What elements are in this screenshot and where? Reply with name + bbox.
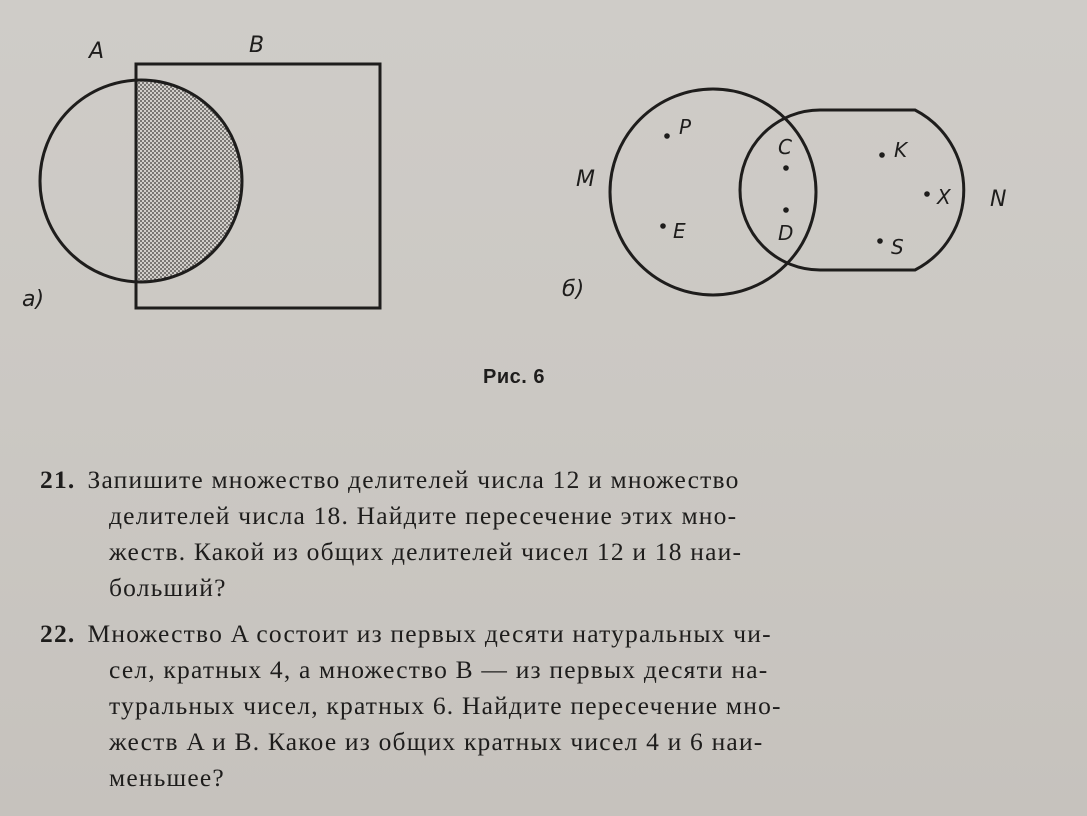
point-k-label: K bbox=[894, 138, 908, 162]
problem-line: Запишите множество делителей числа 12 и множество bbox=[87, 465, 740, 494]
point-s-dot bbox=[877, 238, 883, 244]
point-p-label: P bbox=[679, 115, 692, 139]
set-n-shape bbox=[740, 110, 964, 270]
intersection-shading bbox=[136, 60, 396, 320]
set-m-label: M bbox=[576, 167, 595, 192]
set-a-label: A bbox=[89, 39, 105, 64]
problem-number: 22. bbox=[40, 619, 76, 648]
point-k-dot bbox=[879, 152, 885, 158]
figure-caption: Рис. 6 bbox=[483, 366, 545, 388]
figure-b-label: б) bbox=[562, 277, 585, 302]
problem-line: жеств A и B. Какое из общих кратных чисел 4 и 6 наи- bbox=[109, 727, 764, 756]
problem-line: больший? bbox=[109, 573, 227, 602]
problem-line: сел, кратных 4, а множество B — из первых десяти на- bbox=[109, 655, 769, 684]
point-c-dot bbox=[783, 165, 789, 171]
problem-line: меньшее? bbox=[109, 763, 225, 792]
problem-line: туральных чисел, кратных 6. Найдите пересечение мно- bbox=[109, 691, 782, 720]
problem-22 bbox=[40, 616, 1030, 796]
point-e-label: E bbox=[673, 219, 686, 243]
point-e-dot bbox=[660, 223, 666, 229]
set-b-label: B bbox=[249, 33, 265, 58]
problem-line: Множество A состоит из первых десяти натуральных чи- bbox=[87, 619, 772, 648]
point-s-label: S bbox=[891, 235, 904, 259]
figure-a bbox=[22, 33, 396, 320]
point-d-dot bbox=[783, 207, 789, 213]
problem-line: жеств. Какой из общих делителей чисел 12 и 18 наи- bbox=[109, 537, 743, 566]
point-d-label: D bbox=[778, 221, 794, 245]
problem-21 bbox=[40, 462, 1030, 606]
problem-line: делителей числа 18. Найдите пересечение этих мно- bbox=[109, 501, 738, 530]
point-x-label: X bbox=[937, 185, 951, 209]
figure-b bbox=[562, 89, 1006, 302]
problem-number: 21. bbox=[40, 465, 76, 494]
point-x-dot bbox=[924, 191, 930, 197]
set-m-circle bbox=[610, 89, 816, 295]
point-c-label: C bbox=[778, 135, 792, 159]
figure-a-label: а) bbox=[22, 287, 45, 312]
point-p-dot bbox=[664, 133, 670, 139]
set-n-label: N bbox=[990, 187, 1007, 212]
